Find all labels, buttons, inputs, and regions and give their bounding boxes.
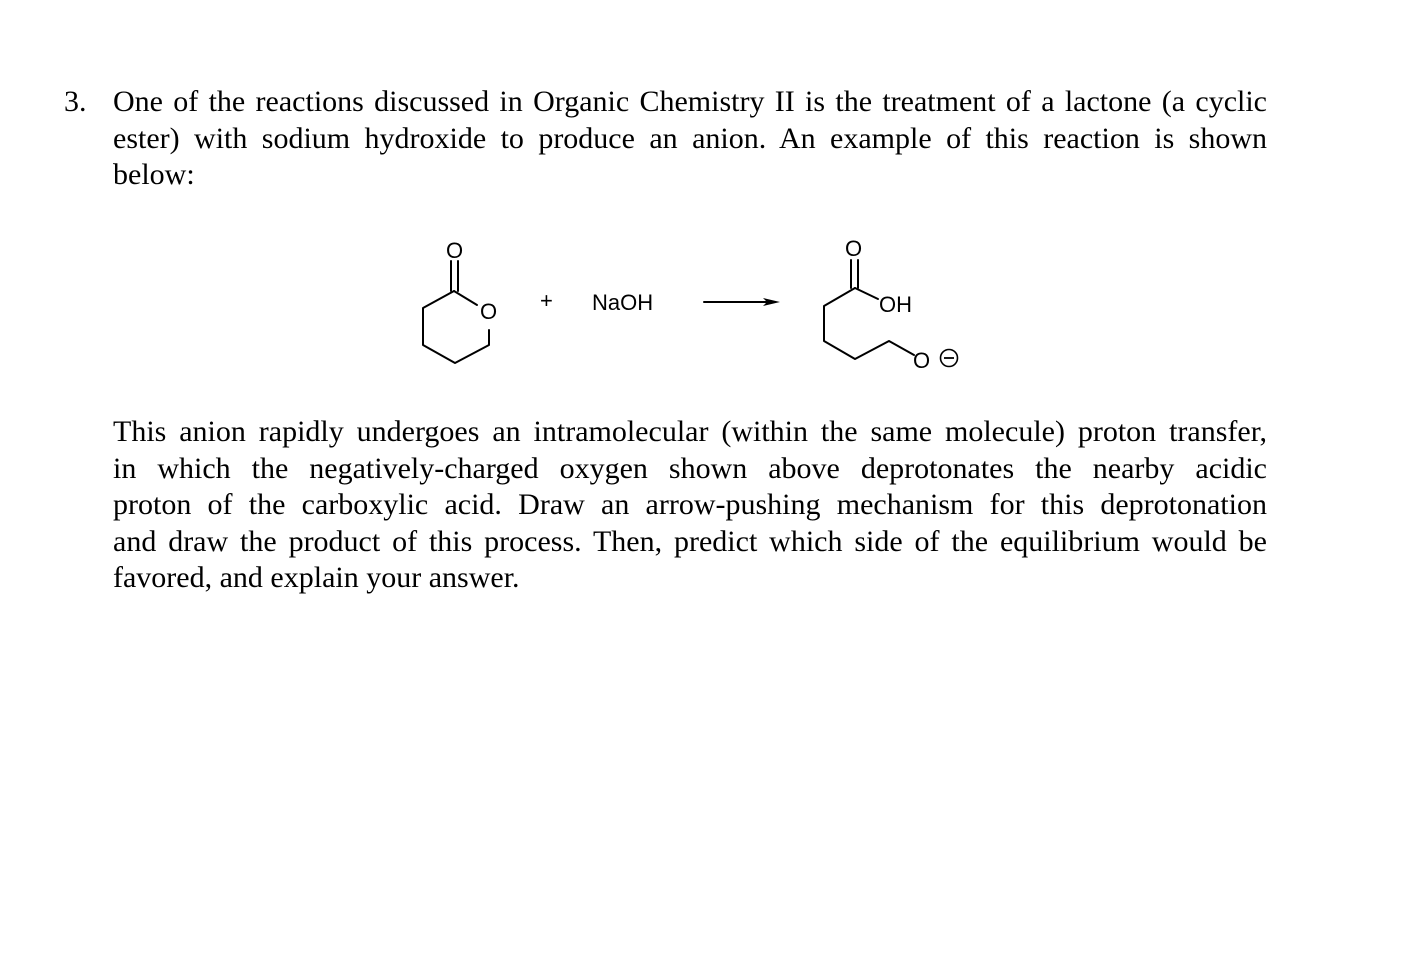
product-structure — [824, 236, 958, 373]
reaction-scheme — [400, 228, 1000, 388]
task-line-4: and draw the product of this process. Then, predict which side of the equilibrium would be — [113, 524, 1267, 558]
task-line-2: in which the negatively-charged oxygen shown above deprotonates the nearby acidic — [113, 451, 1267, 485]
lactone-structure — [423, 238, 497, 363]
lactone-carbonyl-oxygen: O — [446, 238, 464, 263]
lactone-ring-oxygen: O — [480, 299, 498, 324]
intro-line-2: ester) with sodium hydroxide to produce an anion. An example of this reaction is shown — [113, 121, 1267, 155]
task-line-1: This anion rapidly undergoes an intramolecular (within the same molecule) proton transfer, — [113, 415, 1267, 448]
product-hydroxyl: OH — [879, 292, 912, 317]
question-intro — [113, 84, 1267, 194]
task-line-3: proton of the carboxylic acid. Draw an arrow-pushing mechanism for this deprotonation — [113, 488, 1267, 521]
question-task — [113, 414, 1267, 597]
question-number: 3. — [64, 85, 87, 118]
intro-line-1: One of the reactions discussed in Organic Chemistry II is the treatment of a lactone (a cyclic — [113, 85, 1267, 118]
reaction-arrow — [704, 298, 780, 306]
intro-line-3: below: — [113, 158, 195, 191]
product-carbonyl-oxygen: O — [845, 236, 863, 261]
task-line-5: favored, and explain your answer. — [113, 561, 520, 594]
product-anion-oxygen: O — [913, 348, 931, 373]
reagent-naoh: NaOH — [592, 290, 654, 315]
plus-sign: + — [540, 288, 553, 313]
